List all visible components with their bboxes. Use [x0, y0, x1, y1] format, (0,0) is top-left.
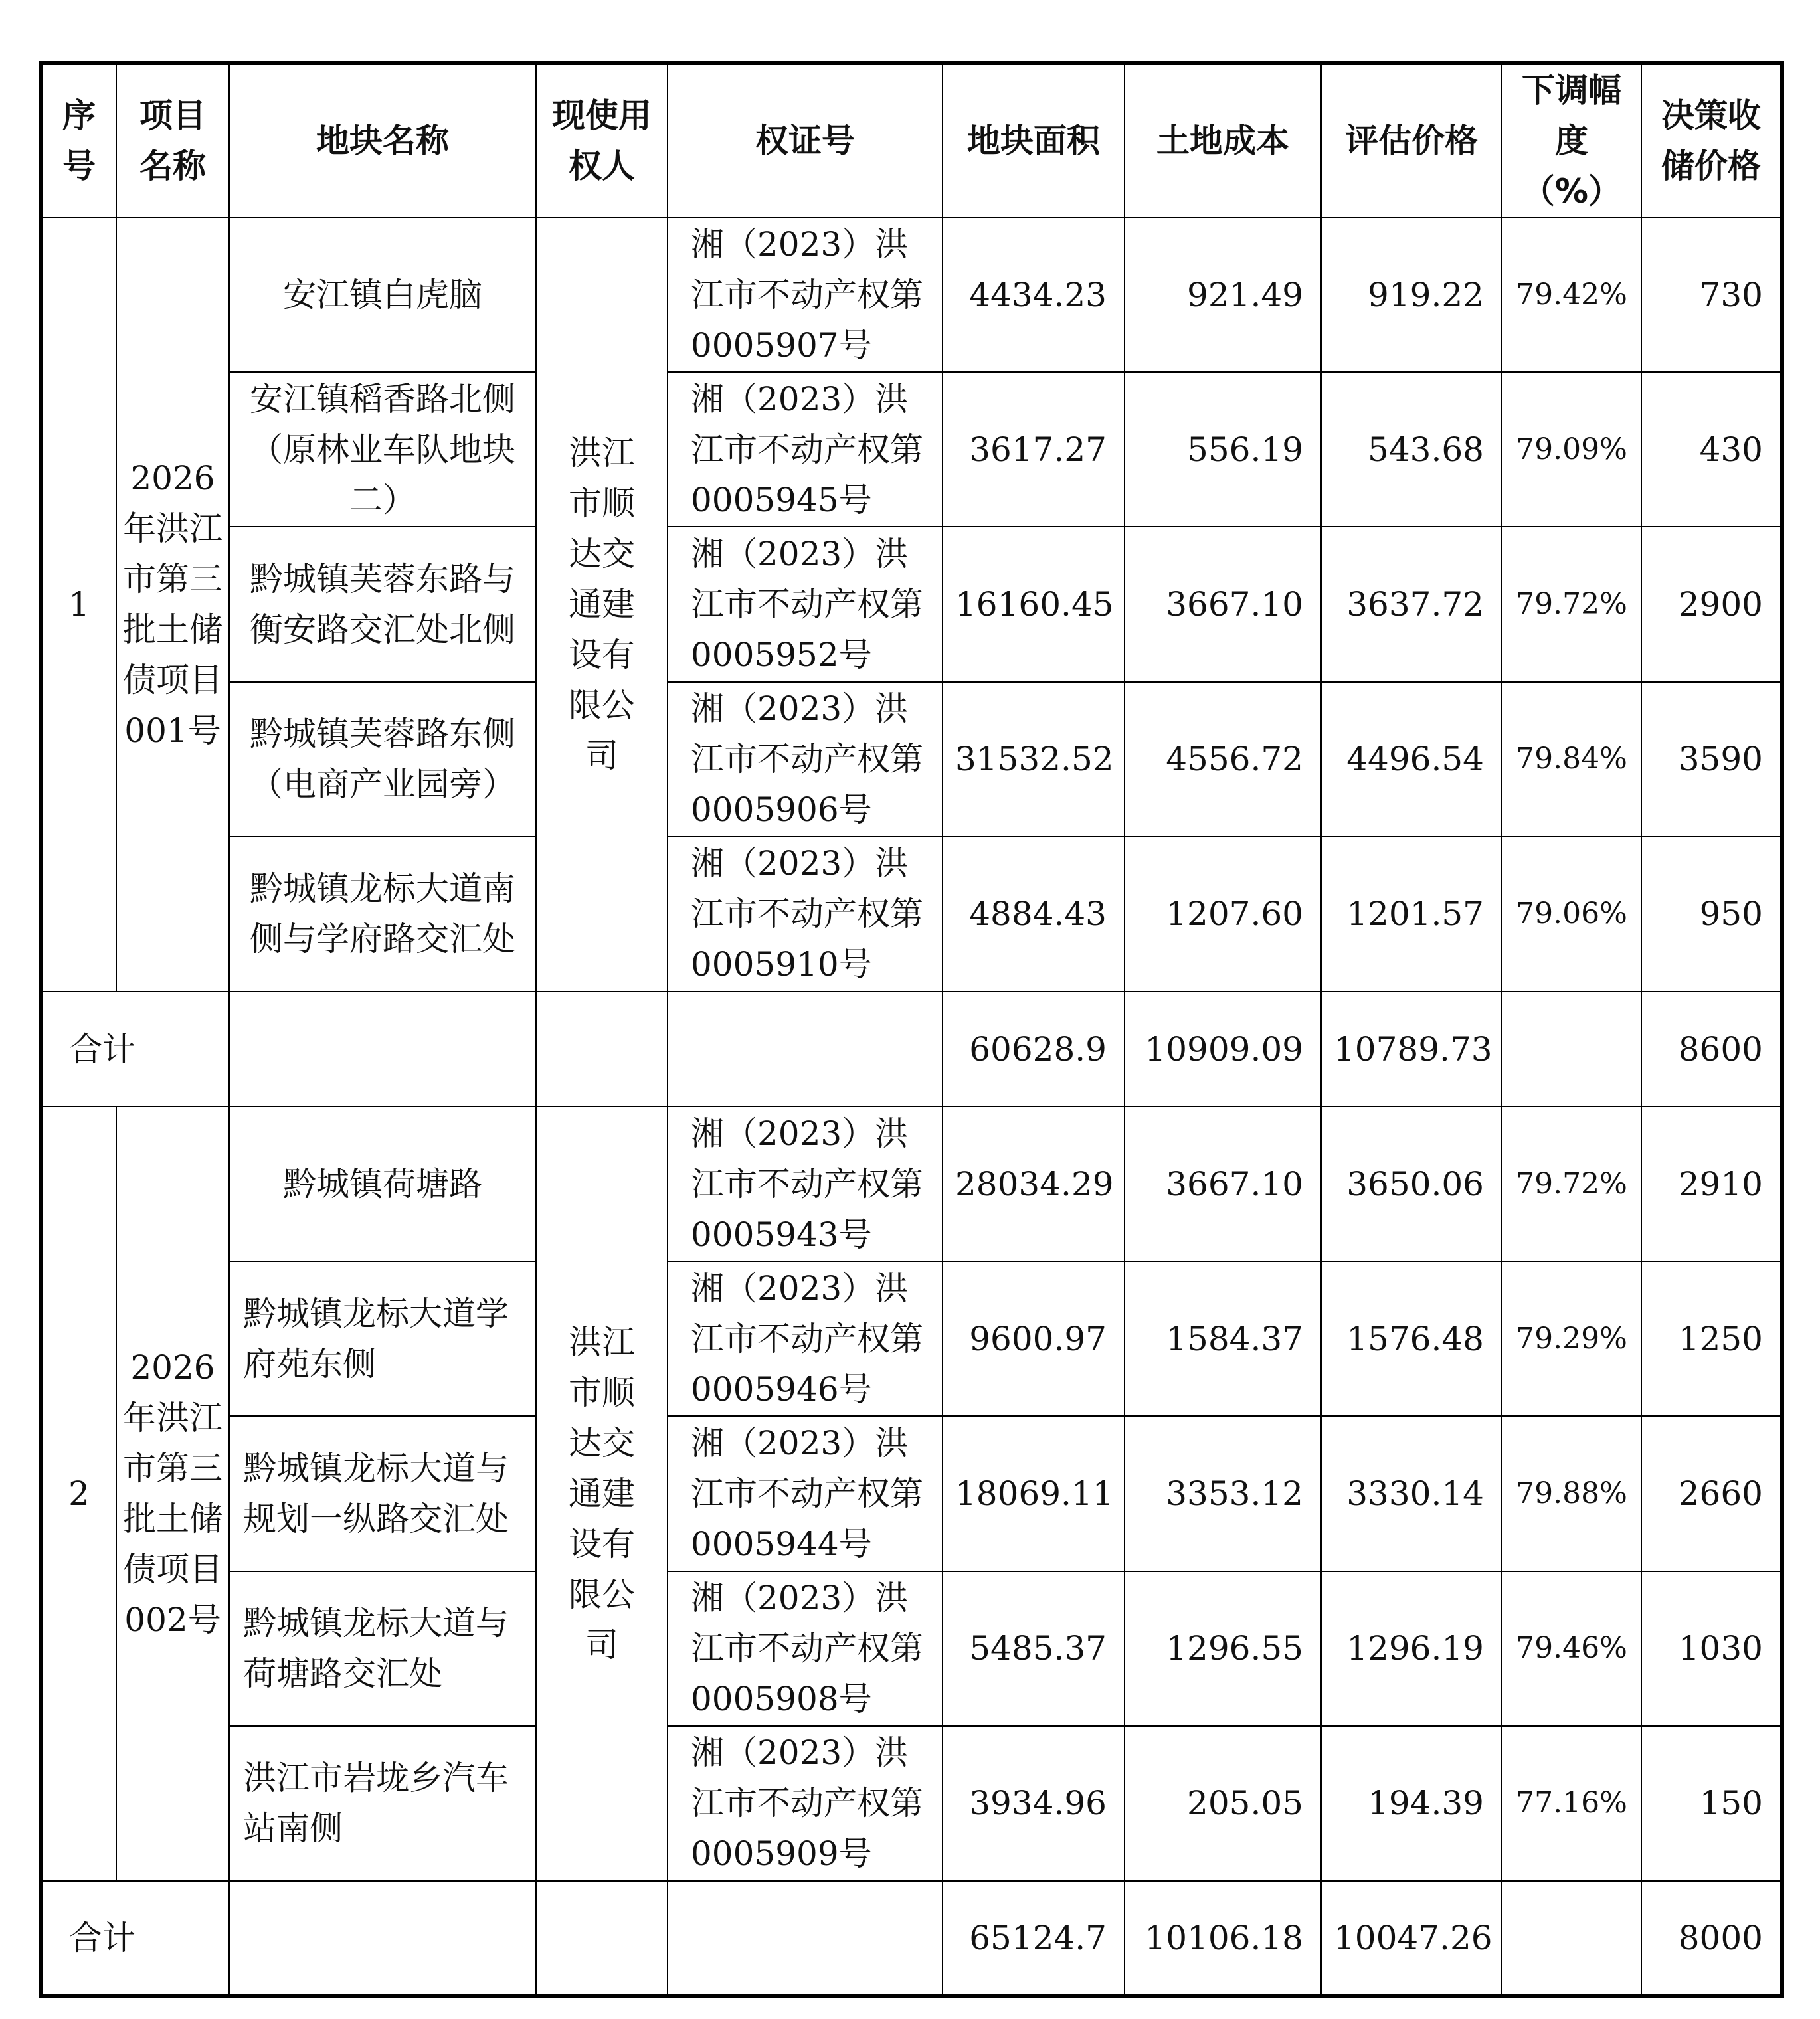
header-project: 项目名称 — [116, 63, 229, 217]
project-name-cell: 2026年洪江市第三批土储债项目002号 — [116, 1106, 229, 1881]
subtotal-area: 65124.7 — [943, 1881, 1125, 1996]
parcel-name-cell: 安江镇白虎脑 — [229, 217, 536, 372]
header-area: 地块面积 — [943, 63, 1125, 217]
seq-cell: 1 — [41, 217, 116, 992]
table-row — [41, 682, 1782, 837]
header-reduction: 下调幅度（%） — [1502, 63, 1641, 217]
price-cell: 2660 — [1641, 1416, 1782, 1571]
area-cell: 3934.96 — [943, 1726, 1125, 1881]
subtotal-area: 60628.9 — [943, 992, 1125, 1106]
header-cost: 土地成本 — [1125, 63, 1321, 217]
cost-cell: 1296.55 — [1125, 1571, 1321, 1726]
land-storage-table — [39, 61, 1784, 1998]
empty-cell — [229, 992, 536, 1106]
owner-cell: 洪江市顺达交通建设有限公司 — [536, 217, 668, 992]
header-parcel: 地块名称 — [229, 63, 536, 217]
parcel-name-cell: 黔城镇芙蓉东路与衡安路交汇处北侧 — [229, 527, 536, 681]
appraisal-cell: 1576.48 — [1321, 1261, 1502, 1416]
parcel-name-cell: 洪江市岩垅乡汽车站南侧 — [229, 1726, 536, 1881]
cost-cell: 3667.10 — [1125, 527, 1321, 681]
reduction-cell: 79.29% — [1502, 1261, 1641, 1416]
cert-cell: 湘（2023）洪江市不动产权第0005952号 — [668, 527, 943, 681]
subtotal-row — [41, 992, 1782, 1106]
area-cell: 4884.43 — [943, 837, 1125, 992]
table-row — [41, 217, 1782, 372]
price-cell: 1250 — [1641, 1261, 1782, 1416]
empty-cell — [536, 1881, 668, 1996]
subtotal-appraisal: 10789.73 — [1321, 992, 1502, 1106]
subtotal-label: 合计 — [41, 1881, 229, 1996]
subtotal-cost: 10909.09 — [1125, 992, 1321, 1106]
appraisal-cell: 3330.14 — [1321, 1416, 1502, 1571]
area-cell: 9600.97 — [943, 1261, 1125, 1416]
parcel-name-cell: 黔城镇龙标大道与规划一纵路交汇处 — [229, 1416, 536, 1571]
cost-cell: 556.19 — [1125, 372, 1321, 527]
table-row — [41, 1726, 1782, 1881]
cost-cell: 921.49 — [1125, 217, 1321, 372]
empty-cell — [668, 1881, 943, 1996]
appraisal-cell: 194.39 — [1321, 1726, 1502, 1881]
cost-cell: 3667.10 — [1125, 1106, 1321, 1261]
cert-cell: 湘（2023）洪江市不动产权第0005945号 — [668, 372, 943, 527]
parcel-name-cell: 黔城镇芙蓉路东侧（电商产业园旁） — [229, 682, 536, 837]
appraisal-cell: 4496.54 — [1321, 682, 1502, 837]
parcel-name-cell: 安江镇稻香路北侧（原林业车队地块二） — [229, 372, 536, 527]
parcel-name-cell: 黔城镇龙标大道与荷塘路交汇处 — [229, 1571, 536, 1726]
price-cell: 2900 — [1641, 527, 1782, 681]
cert-cell: 湘（2023）洪江市不动产权第0005910号 — [668, 837, 943, 992]
area-cell: 18069.11 — [943, 1416, 1125, 1571]
cert-cell: 湘（2023）洪江市不动产权第0005943号 — [668, 1106, 943, 1261]
header-owner: 现使用权人 — [536, 63, 668, 217]
header-appraisal: 评估价格 — [1321, 63, 1502, 217]
reduction-cell: 79.06% — [1502, 837, 1641, 992]
empty-cell — [1502, 992, 1641, 1106]
cost-cell: 1207.60 — [1125, 837, 1321, 992]
subtotal-price: 8600 — [1641, 992, 1782, 1106]
cost-cell: 1584.37 — [1125, 1261, 1321, 1416]
header-seq: 序号 — [41, 63, 116, 217]
table-row — [41, 1261, 1782, 1416]
cert-cell: 湘（2023）洪江市不动产权第0005907号 — [668, 217, 943, 372]
reduction-cell: 79.72% — [1502, 527, 1641, 681]
appraisal-cell: 1296.19 — [1321, 1571, 1502, 1726]
area-cell: 16160.45 — [943, 527, 1125, 681]
subtotal-price: 8000 — [1641, 1881, 1782, 1996]
price-cell: 730 — [1641, 217, 1782, 372]
empty-cell — [668, 992, 943, 1106]
table-row — [41, 837, 1782, 992]
seq-cell: 2 — [41, 1106, 116, 1881]
cert-cell: 湘（2023）洪江市不动产权第0005908号 — [668, 1571, 943, 1726]
table-row — [41, 1416, 1782, 1571]
area-cell: 4434.23 — [943, 217, 1125, 372]
subtotal-appraisal: 10047.26 — [1321, 1881, 1502, 1996]
header-row — [41, 63, 1782, 217]
table-row — [41, 527, 1782, 681]
appraisal-cell: 1201.57 — [1321, 837, 1502, 992]
price-cell: 1030 — [1641, 1571, 1782, 1726]
empty-cell — [1502, 1881, 1641, 1996]
area-cell: 31532.52 — [943, 682, 1125, 837]
empty-cell — [229, 1881, 536, 1996]
reduction-cell: 79.46% — [1502, 1571, 1641, 1726]
reduction-cell: 79.88% — [1502, 1416, 1641, 1571]
area-cell: 3617.27 — [943, 372, 1125, 527]
appraisal-cell: 3637.72 — [1321, 527, 1502, 681]
cost-cell: 205.05 — [1125, 1726, 1321, 1881]
parcel-name-cell: 黔城镇龙标大道南侧与学府路交汇处 — [229, 837, 536, 992]
reduction-cell: 79.72% — [1502, 1106, 1641, 1261]
reduction-cell: 79.09% — [1502, 372, 1641, 527]
table-row — [41, 1571, 1782, 1726]
appraisal-cell: 543.68 — [1321, 372, 1502, 527]
header-price: 决策收储价格 — [1641, 63, 1782, 217]
appraisal-cell: 919.22 — [1321, 217, 1502, 372]
header-cert: 权证号 — [668, 63, 943, 217]
price-cell: 3590 — [1641, 682, 1782, 837]
project-name-cell: 2026年洪江市第三批土储债项目001号 — [116, 217, 229, 992]
table-row — [41, 1106, 1782, 1261]
appraisal-cell: 3650.06 — [1321, 1106, 1502, 1261]
price-cell: 430 — [1641, 372, 1782, 527]
parcel-name-cell: 黔城镇龙标大道学府苑东侧 — [229, 1261, 536, 1416]
reduction-cell: 79.84% — [1502, 682, 1641, 837]
price-cell: 2910 — [1641, 1106, 1782, 1261]
subtotal-row — [41, 1881, 1782, 1996]
cost-cell: 4556.72 — [1125, 682, 1321, 837]
area-cell: 5485.37 — [943, 1571, 1125, 1726]
empty-cell — [536, 992, 668, 1106]
cert-cell: 湘（2023）洪江市不动产权第0005944号 — [668, 1416, 943, 1571]
reduction-cell: 77.16% — [1502, 1726, 1641, 1881]
cert-cell: 湘（2023）洪江市不动产权第0005906号 — [668, 682, 943, 837]
reduction-cell: 79.42% — [1502, 217, 1641, 372]
cost-cell: 3353.12 — [1125, 1416, 1321, 1571]
parcel-name-cell: 黔城镇荷塘路 — [229, 1106, 536, 1261]
price-cell: 150 — [1641, 1726, 1782, 1881]
cert-cell: 湘（2023）洪江市不动产权第0005946号 — [668, 1261, 943, 1416]
area-cell: 28034.29 — [943, 1106, 1125, 1261]
table-row — [41, 372, 1782, 527]
owner-cell: 洪江市顺达交通建设有限公司 — [536, 1106, 668, 1881]
subtotal-cost: 10106.18 — [1125, 1881, 1321, 1996]
subtotal-label: 合计 — [41, 992, 229, 1106]
price-cell: 950 — [1641, 837, 1782, 992]
cert-cell: 湘（2023）洪江市不动产权第0005909号 — [668, 1726, 943, 1881]
